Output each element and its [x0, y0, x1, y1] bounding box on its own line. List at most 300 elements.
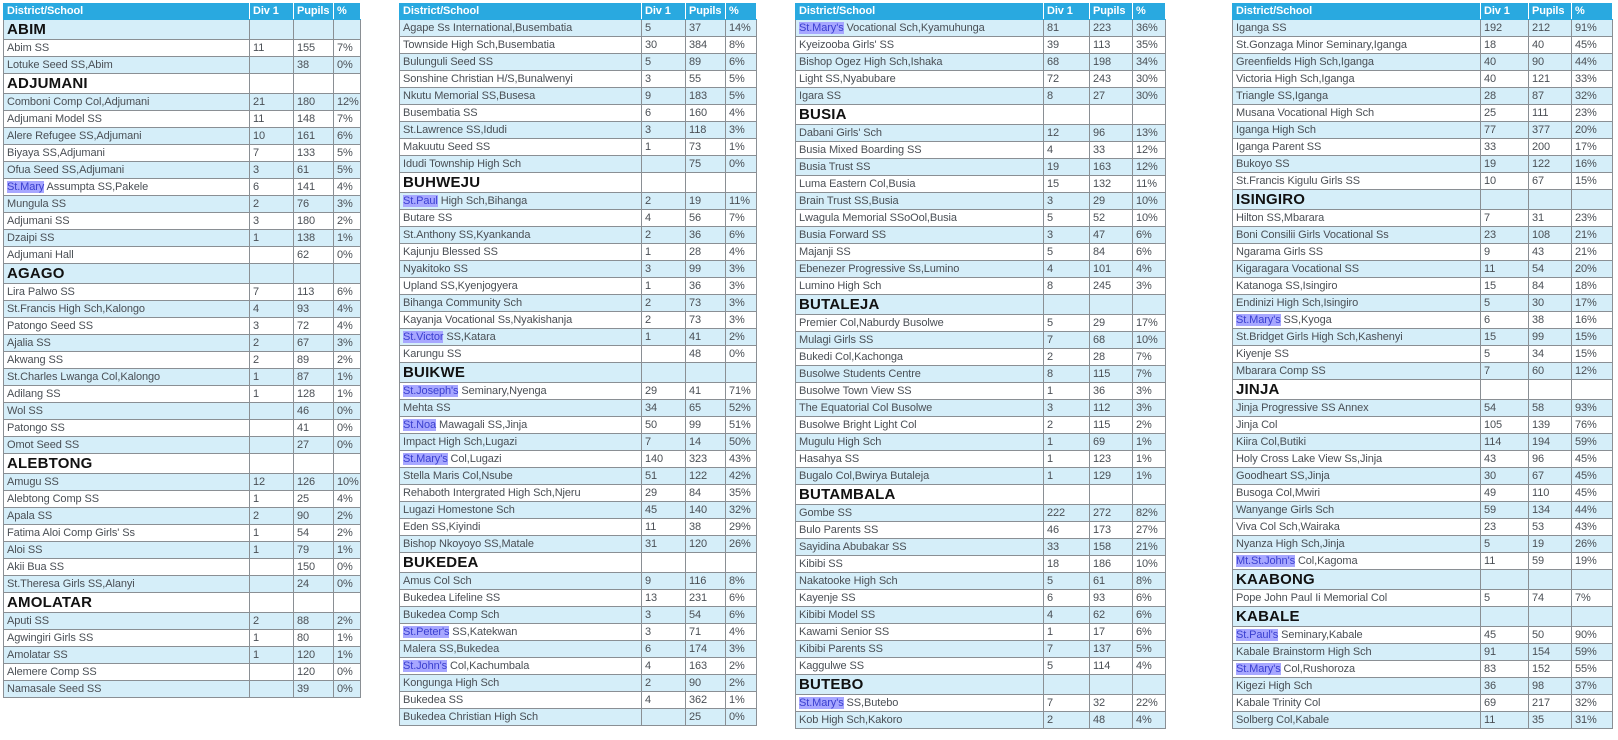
percent-value: 8%: [726, 37, 757, 54]
pupils-value: 62: [294, 247, 334, 264]
school-row: [4, 128, 361, 145]
percent-value: 1%: [334, 230, 361, 247]
school-row: [400, 20, 757, 37]
highlighted-text: St.Mary's: [799, 697, 844, 709]
school-name-text: Mawagali SS,Jinja: [436, 419, 528, 431]
div1-value: [250, 57, 294, 74]
school-name: [4, 386, 250, 403]
district-name: AMOLATAR: [4, 593, 250, 613]
pupils-value: 115: [1090, 366, 1133, 383]
pupils-value: 48: [686, 346, 726, 363]
percent-value: 7%: [726, 210, 757, 227]
district-header-row: [4, 593, 361, 613]
div1-value: 2: [1044, 417, 1090, 434]
div1-value: 12: [250, 474, 294, 491]
pupils-value: 122: [686, 468, 726, 485]
school-name: [796, 349, 1044, 366]
header-pupils: Pupils: [686, 4, 726, 20]
school-row: [400, 485, 757, 502]
school-name-text: Kajunju Blessed SS: [403, 246, 498, 258]
school-row: [4, 369, 361, 386]
div1-value: 23: [1481, 519, 1529, 536]
highlighted-text: St.Noa: [403, 419, 437, 431]
pupils-value: 120: [294, 647, 334, 664]
pupils-value: 128: [294, 386, 334, 403]
pupils-value: 173: [1090, 522, 1133, 539]
school-name-text: Amugu SS: [7, 476, 59, 488]
school-name-text: Abim SS: [7, 42, 50, 54]
pupils-value: 174: [686, 641, 726, 658]
percent-value: 43%: [1572, 519, 1613, 536]
school-name-text: Nakatooke High Sch: [799, 575, 898, 587]
highlighted-text: Mt.St.John's: [1236, 555, 1295, 567]
school-name-text: Hasahya SS: [799, 453, 860, 465]
school-name: [796, 366, 1044, 383]
div1-value: 7: [250, 145, 294, 162]
percent-value: 12%: [1572, 363, 1613, 380]
school-name-text: Col,Kagoma: [1294, 555, 1358, 567]
pupils-value: 134: [1529, 502, 1572, 519]
school-row: [400, 658, 757, 675]
school-name-text: Busolwe Town View SS: [799, 385, 912, 397]
school-name-text: Brain Trust SS,Busia: [799, 195, 899, 207]
div1-value: 33: [1044, 539, 1090, 556]
school-name: [796, 278, 1044, 295]
pupils-value: 90: [294, 508, 334, 525]
percent-value: 0%: [726, 709, 757, 726]
school-name: [1233, 139, 1481, 156]
pupils-value: 33: [1090, 142, 1133, 159]
school-name: [796, 244, 1044, 261]
percent-value: 30%: [1133, 71, 1166, 88]
table-header: [1233, 4, 1613, 20]
pupils-value: 79: [294, 542, 334, 559]
percent-value: 51%: [726, 417, 757, 434]
results-table-1: [3, 3, 361, 698]
school-name-text: Akwang SS: [7, 354, 63, 366]
school-name-text: Upland SS,Kyenjogyera: [403, 280, 518, 292]
empty-cell: [1529, 607, 1572, 627]
school-row: [796, 695, 1166, 712]
school-name-text: Bukedea Comp Sch: [403, 609, 500, 621]
school-row: [4, 630, 361, 647]
pupils-value: 243: [1090, 71, 1133, 88]
school-name: [400, 641, 642, 658]
pupils-value: 133: [294, 145, 334, 162]
percent-value: 4%: [1133, 261, 1166, 278]
school-row: [796, 400, 1166, 417]
pupils-value: 113: [294, 284, 334, 301]
div1-value: 3: [1044, 193, 1090, 210]
percent-value: 4%: [334, 491, 361, 508]
pupils-value: 27: [1090, 88, 1133, 105]
pupils-value: 140: [686, 502, 726, 519]
school-row: [796, 556, 1166, 573]
div1-value: 40: [1481, 54, 1529, 71]
percent-value: 27%: [1133, 522, 1166, 539]
school-name: [796, 434, 1044, 451]
percent-value: 2%: [334, 525, 361, 542]
school-name: [4, 664, 250, 681]
percent-value: 30%: [1133, 88, 1166, 105]
percent-value: 2%: [726, 329, 757, 346]
district-header-row: [1233, 607, 1613, 627]
pupils-value: 30: [1529, 295, 1572, 312]
div1-value: 4: [642, 692, 686, 709]
percent-value: 45%: [1572, 451, 1613, 468]
header-div1: Div 1: [1044, 4, 1090, 20]
school-row: [796, 539, 1166, 556]
percent-value: 45%: [1572, 37, 1613, 54]
empty-cell: [1044, 675, 1090, 695]
div1-value: 69: [1481, 695, 1529, 712]
school-name: [1233, 278, 1481, 295]
pupils-value: 217: [1529, 695, 1572, 712]
school-row: [796, 37, 1166, 54]
school-name-text: SS,Katekwan: [449, 626, 518, 638]
school-name: [796, 227, 1044, 244]
school-name-text: Comboni Comp Col,Adjumani: [7, 96, 150, 108]
district-header-row: [1233, 380, 1613, 400]
school-name-text: Bishop Nkoyoyo SS,Matale: [403, 538, 534, 550]
pupils-value: 114: [1090, 658, 1133, 675]
school-row: [1233, 37, 1613, 54]
div1-value: 5: [1481, 536, 1529, 553]
percent-value: 2%: [334, 508, 361, 525]
percent-value: 12%: [334, 94, 361, 111]
div1-value: 36: [1481, 678, 1529, 695]
div1-value: 40: [1481, 71, 1529, 88]
pupils-value: 37: [686, 20, 726, 37]
div1-value: 68: [1044, 54, 1090, 71]
school-name-text: St.Theresa Girls SS,Alanyi: [7, 578, 135, 590]
div1-value: 1: [250, 630, 294, 647]
school-name-text: Seminary,Nyenga: [458, 385, 547, 397]
school-row: [400, 193, 757, 210]
school-row: [796, 332, 1166, 349]
school-row: [1233, 312, 1613, 329]
school-name-text: Bukedea SS: [403, 694, 464, 706]
pupils-value: 123: [1090, 451, 1133, 468]
pupils-value: 113: [1090, 37, 1133, 54]
school-name-text: Butare SS: [403, 212, 453, 224]
school-name-text: Agwingiri Girls SS: [7, 632, 94, 644]
div1-value: 2: [642, 295, 686, 312]
school-row: [400, 641, 757, 658]
div1-value: 31: [642, 536, 686, 553]
school-name: [1233, 468, 1481, 485]
district-name: BUSIA: [796, 105, 1044, 125]
school-name: [1233, 105, 1481, 122]
school-name: [796, 20, 1044, 37]
div1-value: 25: [1481, 105, 1529, 122]
empty-cell: [1044, 105, 1090, 125]
pupils-value: 272: [1090, 505, 1133, 522]
empty-cell: [1133, 105, 1166, 125]
div1-value: 6: [1044, 590, 1090, 607]
pupils-value: 98: [1529, 678, 1572, 695]
percent-value: 35%: [1133, 37, 1166, 54]
district-name: KAABONG: [1233, 570, 1481, 590]
header-school: District/School: [796, 4, 1044, 20]
div1-value: 28: [1481, 88, 1529, 105]
school-row: [1233, 502, 1613, 519]
percent-value: 1%: [1133, 434, 1166, 451]
school-row: [4, 335, 361, 352]
pupils-value: 32: [1090, 695, 1133, 712]
pupils-value: 90: [1529, 54, 1572, 71]
empty-cell: [334, 20, 361, 40]
school-name: [4, 542, 250, 559]
school-row: [4, 542, 361, 559]
district-header-row: [4, 74, 361, 94]
pupils-value: 99: [1529, 329, 1572, 346]
pupils-value: 50: [1529, 627, 1572, 644]
school-name-text: Kiyenje SS: [1236, 348, 1289, 360]
percent-value: 16%: [1572, 312, 1613, 329]
percent-value: 6%: [1133, 590, 1166, 607]
school-name-text: Ofua Seed SS,Adjumani: [7, 164, 125, 176]
school-name: [400, 210, 642, 227]
highlighted-text: St.Victor: [403, 331, 444, 343]
school-row: [4, 318, 361, 335]
div1-value: 5: [1481, 590, 1529, 607]
pupils-value: 362: [686, 692, 726, 709]
school-name-text: Busolwe Students Centre: [799, 368, 921, 380]
pupils-value: 34: [1529, 346, 1572, 363]
school-row: [400, 573, 757, 590]
empty-cell: [294, 454, 334, 474]
school-row: [400, 519, 757, 536]
school-row: [4, 437, 361, 454]
pupils-value: 88: [294, 613, 334, 630]
percent-value: 10%: [1133, 193, 1166, 210]
pupils-value: 54: [294, 525, 334, 542]
school-name: [796, 539, 1044, 556]
header-pct: %: [1572, 4, 1613, 20]
school-name: [400, 71, 642, 88]
school-name: [796, 712, 1044, 729]
school-row: [400, 502, 757, 519]
school-name: [796, 383, 1044, 400]
school-name: [796, 400, 1044, 417]
div1-value: 21: [250, 94, 294, 111]
pupils-value: 115: [1090, 417, 1133, 434]
pupils-value: 67: [1529, 468, 1572, 485]
empty-cell: [250, 264, 294, 284]
percent-value: 36%: [1133, 20, 1166, 37]
percent-value: 21%: [1572, 227, 1613, 244]
div1-value: 2: [642, 675, 686, 692]
div1-value: [250, 437, 294, 454]
school-row: [796, 712, 1166, 729]
school-name: [400, 675, 642, 692]
school-row: [1233, 122, 1613, 139]
pupils-value: 245: [1090, 278, 1133, 295]
header-pct: %: [334, 4, 361, 20]
empty-cell: [1481, 570, 1529, 590]
pupils-value: 31: [1529, 210, 1572, 227]
school-name-text: Kawami Senior SS: [799, 626, 890, 638]
school-name: [1233, 88, 1481, 105]
school-name: [4, 525, 250, 542]
percent-value: 6%: [334, 284, 361, 301]
pupils-value: 155: [294, 40, 334, 57]
school-row: [4, 474, 361, 491]
div1-value: 49: [1481, 485, 1529, 502]
school-name-text: Kayanja Vocational Ss,Nyakishanja: [403, 314, 573, 326]
school-name-text: Kigezi High Sch: [1236, 680, 1313, 692]
pupils-value: 25: [294, 491, 334, 508]
school-name: [796, 71, 1044, 88]
percent-value: 2%: [1133, 417, 1166, 434]
school-name-text: SS,Katara: [443, 331, 496, 343]
pupils-value: 76: [294, 196, 334, 213]
empty-cell: [334, 74, 361, 94]
school-name: [796, 54, 1044, 71]
school-row: [796, 142, 1166, 159]
school-row: [400, 709, 757, 726]
school-name: [796, 505, 1044, 522]
school-name: [796, 176, 1044, 193]
school-row: [1233, 244, 1613, 261]
district-name: ABIM: [4, 20, 250, 40]
school-name: [1233, 695, 1481, 712]
school-name-text: Busolwe Bright Light Col: [799, 419, 917, 431]
empty-cell: [1572, 190, 1613, 210]
pupils-value: 163: [686, 658, 726, 675]
school-name: [1233, 244, 1481, 261]
pupils-value: 89: [294, 352, 334, 369]
pupils-value: 41: [686, 383, 726, 400]
div1-value: 7: [1044, 641, 1090, 658]
div1-value: 23: [1481, 227, 1529, 244]
div1-value: 15: [1044, 176, 1090, 193]
school-name: [400, 607, 642, 624]
pupils-value: 40: [1529, 37, 1572, 54]
pupils-value: 180: [294, 213, 334, 230]
div1-value: [250, 247, 294, 264]
school-name-text: Nyakitoko SS: [403, 263, 468, 275]
school-name-text: Eden SS,Kiyindi: [403, 521, 481, 533]
school-name-text: Alemere Comp SS: [7, 666, 97, 678]
school-name-text: Kyeizooba Girls' SS: [799, 39, 894, 51]
school-name: [4, 40, 250, 57]
percent-value: 26%: [1572, 536, 1613, 553]
div1-value: [642, 709, 686, 726]
school-name: [1233, 329, 1481, 346]
percent-value: 0%: [726, 156, 757, 173]
school-name-text: Bulunguli Seed SS: [403, 56, 494, 68]
highlighted-text: St.John's: [403, 660, 448, 672]
percent-value: 20%: [1572, 122, 1613, 139]
school-name-text: Aputi SS: [7, 615, 50, 627]
school-name-text: Majanji SS: [799, 246, 851, 258]
results-table-4: [1232, 3, 1613, 729]
school-name: [4, 335, 250, 352]
pupils-value: 54: [686, 607, 726, 624]
div1-value: 105: [1481, 417, 1529, 434]
school-name-text: Iganga Parent SS: [1236, 141, 1322, 153]
school-row: [400, 607, 757, 624]
percent-value: 11%: [726, 193, 757, 210]
school-name: [4, 94, 250, 111]
div1-value: 3: [250, 213, 294, 230]
percent-value: 31%: [1572, 712, 1613, 729]
school-name: [4, 213, 250, 230]
school-name-text: Triangle SS,Iganga: [1236, 90, 1328, 102]
school-name: [4, 437, 250, 454]
div1-value: 9: [1481, 244, 1529, 261]
div1-value: 4: [1044, 261, 1090, 278]
pupils-value: 84: [1529, 278, 1572, 295]
school-name: [400, 658, 642, 675]
div1-value: 1: [642, 329, 686, 346]
percent-value: 2%: [334, 213, 361, 230]
school-name: [4, 420, 250, 437]
pupils-value: 93: [1090, 590, 1133, 607]
pupils-value: 17: [1090, 624, 1133, 641]
pupils-value: 80: [294, 630, 334, 647]
percent-value: 91%: [1572, 20, 1613, 37]
empty-cell: [1133, 295, 1166, 315]
percent-value: 2%: [334, 613, 361, 630]
school-name-text: St.Bridget Girls High Sch,Kashenyi: [1236, 331, 1403, 343]
table-header: [4, 4, 361, 20]
school-row: [400, 675, 757, 692]
pupils-value: 14: [686, 434, 726, 451]
pupils-value: 112: [1090, 400, 1133, 417]
percent-value: 32%: [1572, 88, 1613, 105]
school-name: [1233, 261, 1481, 278]
div1-value: 77: [1481, 122, 1529, 139]
div1-value: 1: [1044, 451, 1090, 468]
div1-value: 7: [250, 284, 294, 301]
percent-value: 93%: [1572, 400, 1613, 417]
pupils-value: 180: [294, 94, 334, 111]
pupils-value: 120: [686, 536, 726, 553]
percent-value: 22%: [1133, 695, 1166, 712]
district-header-row: [4, 454, 361, 474]
percent-value: 1%: [1133, 451, 1166, 468]
div1-value: [250, 664, 294, 681]
div1-value: 2: [642, 193, 686, 210]
school-row: [796, 210, 1166, 227]
percent-value: 6%: [1133, 624, 1166, 641]
school-name: [4, 647, 250, 664]
percent-value: 19%: [1572, 553, 1613, 570]
school-name-text: Bukedi Col,Kachonga: [799, 351, 903, 363]
div1-value: 50: [642, 417, 686, 434]
percent-value: 6%: [1133, 607, 1166, 624]
school-name-text: Greenfields High Sch,Iganga: [1236, 56, 1374, 68]
div1-value: 12: [1044, 125, 1090, 142]
school-row: [4, 681, 361, 698]
pupils-value: 158: [1090, 539, 1133, 556]
percent-value: 7%: [1572, 590, 1613, 607]
school-name: [4, 559, 250, 576]
div1-value: 140: [642, 451, 686, 468]
school-row: [400, 312, 757, 329]
empty-cell: [726, 363, 757, 383]
school-name-text: Bukoyo SS: [1236, 158, 1290, 170]
school-row: [400, 54, 757, 71]
school-name-text: Adjumani Hall: [7, 249, 74, 261]
school-row: [796, 88, 1166, 105]
div1-value: 7: [1044, 332, 1090, 349]
div1-value: 4: [642, 210, 686, 227]
pupils-value: 68: [1090, 332, 1133, 349]
